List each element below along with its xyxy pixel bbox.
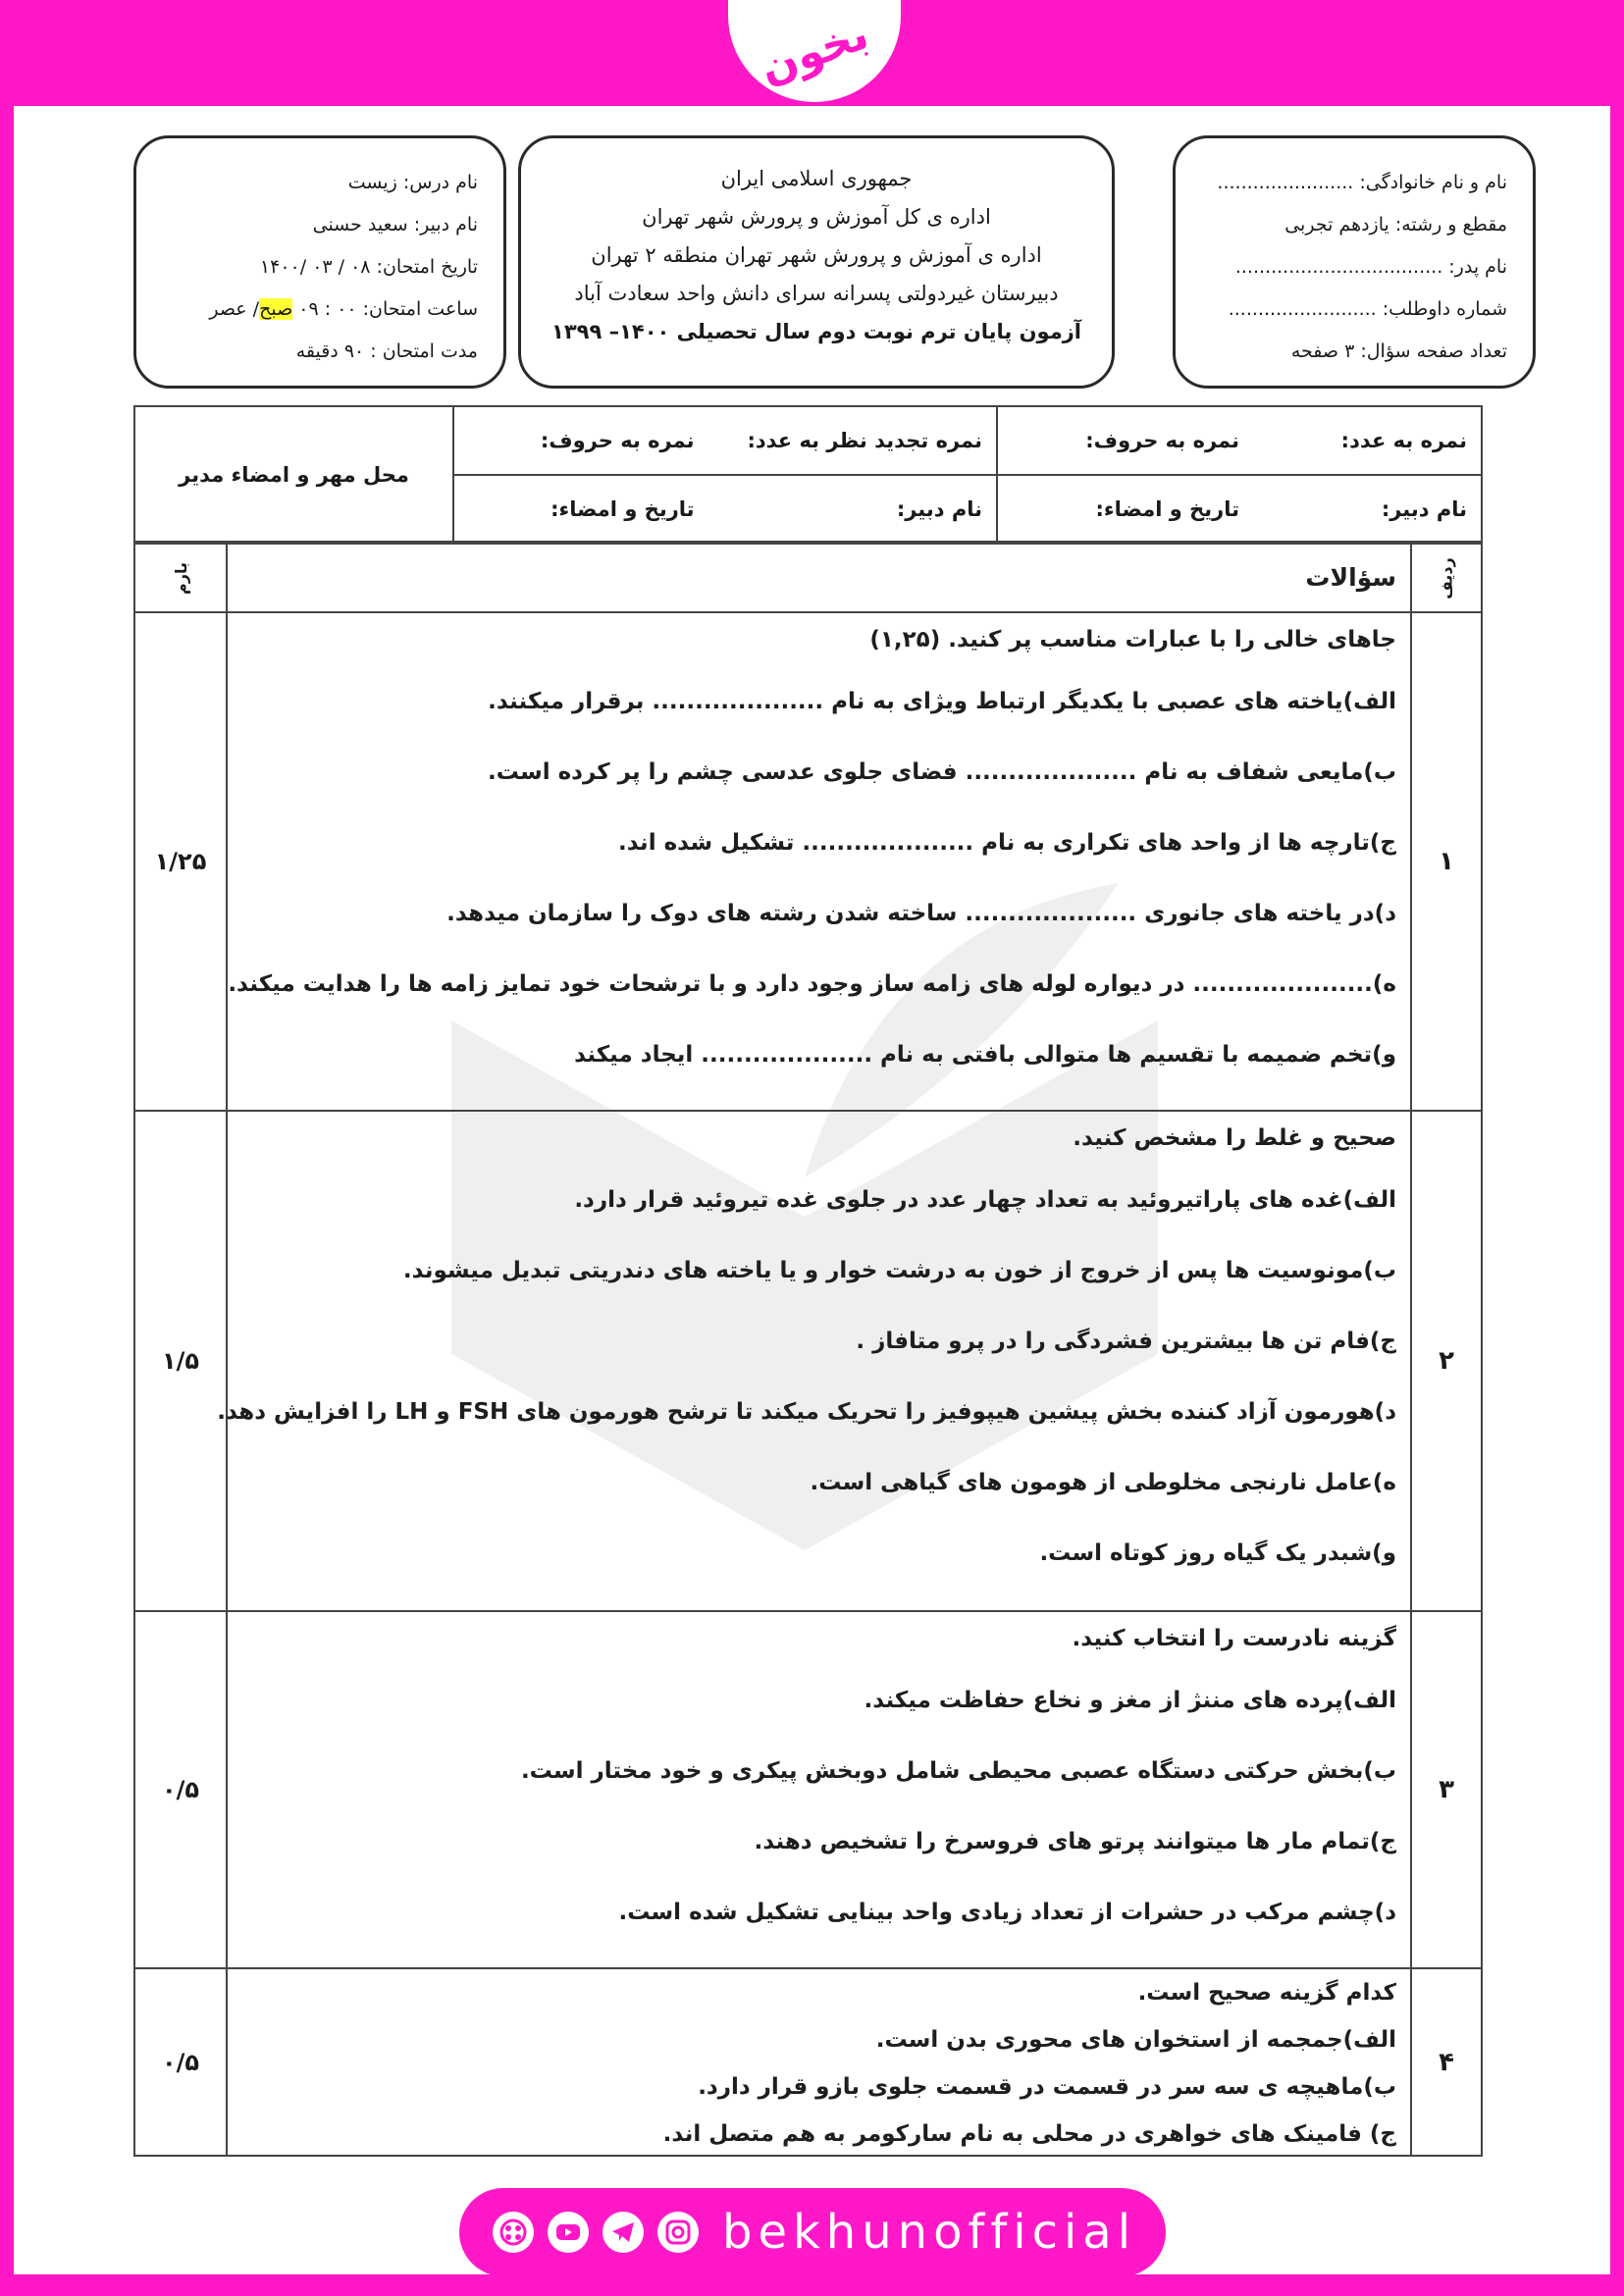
question-item: ج)تمام مار ها میتوانند پرتو های فروسرخ را تشخیص دهند.	[754, 1829, 1396, 1854]
question-title: گزینه نادرست را انتخاب کنید.	[1072, 1626, 1396, 1651]
principal-stamp-cell	[135, 407, 452, 543]
question-title: جاهای خالی را با عبارات مناسب پر کنید. (۱,۲۵)	[869, 627, 1396, 652]
exam-time	[162, 288, 478, 331]
question-title: صحیح و غلط را مشخص کنید.	[1073, 1125, 1396, 1151]
teacher-label-2: نام دبیر:	[896, 497, 982, 521]
course-name: نام درس: زیست	[347, 172, 478, 193]
question-title: کدام گزینه صحیح است.	[1137, 1980, 1396, 2006]
father-name-field[interactable]: نام پدر: ...................................	[1234, 256, 1507, 278]
question-item: ب)بخش حرکتی دستگاه عصبی محیطی شامل دوبخش پیکری و خود مختار است.	[520, 1758, 1396, 1784]
question-3	[231, 1612, 1408, 1948]
footer-handle[interactable]: bekhunofficial	[722, 2205, 1137, 2260]
general-office-line: اداره ی کل آموزش و پرورش شهر تهران	[642, 205, 991, 229]
question-item: د)هورمون آزاد کننده بخش پیشین هیپوفیز را تحریک میکند تا ترشح هورمون های FSH و LH را افزایش دهد.	[217, 1399, 1396, 1425]
page-count: تعداد صفحه سؤال: ۳ صفحه	[1290, 340, 1507, 362]
question-number: ۴	[1439, 2048, 1454, 2077]
question-score: ۰/۵	[161, 2049, 200, 2076]
exam-time-value: ساعت امتحان: ۰۰ : ۰۹	[292, 298, 478, 320]
score-words-label: نمره به حروف:	[1085, 429, 1239, 452]
student-name-field[interactable]: نام و نام خانوادگی: .......................	[1217, 172, 1507, 193]
question-item: ه)..................... در دیواره لوله های زامه ساز وجود دارد و با ترشحات خود تمایز زامه ها را هدایت میکند.	[228, 971, 1396, 997]
question-1	[228, 613, 1408, 1090]
questions-header: سؤالات	[1305, 563, 1396, 592]
logo-text: بخون	[754, 8, 875, 94]
question-score: ۰/۵	[161, 1776, 200, 1803]
question-item: ب)ماهیچه ی سه سر در قسمت در قسمت جلوی بازو قرار دارد.	[698, 2074, 1396, 2100]
aparat-icon[interactable]	[493, 2212, 534, 2253]
question-score: ۱/۲۵	[154, 848, 207, 875]
principal-stamp-label: محل مهر و امضاء مدیر	[179, 463, 409, 487]
exam-duration: مدت امتحان : ۹۰ دقیقه	[295, 340, 478, 362]
question-number: ۳	[1439, 1775, 1454, 1804]
teacher-sign-cell-1[interactable]	[996, 476, 1481, 543]
score-number-label: نمره به عدد:	[1340, 429, 1467, 452]
review-number-label: نمره تجدید نظر به عدد:	[747, 429, 982, 452]
questions-table	[133, 543, 1483, 2157]
row-header: ردیف	[1437, 556, 1456, 600]
teacher-label-1: نام دبیر:	[1381, 497, 1467, 521]
exam-info-box	[133, 135, 506, 389]
sign-label-2: تاریخ و امضاء:	[550, 497, 695, 521]
question-item: ب)مایعی شفاف به نام .................... فضای جلوی عدسی چشم را پر کرده است.	[488, 759, 1396, 785]
score-number-cell[interactable]	[996, 407, 1481, 476]
question-item: و)تخم ضمیمه با تقسیم ها متوالی بافتی به نام .................... ایجاد میکند	[574, 1042, 1396, 1068]
question-item: الف)غده های پاراتیروئید به تعداد چهار عدد در جلوی غده تیروئید قرار دارد.	[574, 1187, 1396, 1213]
student-info-box	[1173, 135, 1536, 389]
district-office-line: اداره ی آموزش و پرورش شهر تهران منطقه ۲ تهران	[591, 243, 1042, 267]
exam-time-suffix: / عصر	[209, 298, 260, 320]
question-number: ۲	[1439, 1346, 1454, 1376]
question-item: و)شبدر یک گیاه روز کوتاه است.	[1039, 1540, 1396, 1566]
question-item: ه)عامل نارنجی مخلوطی از هومون های گیاهی است.	[810, 1470, 1396, 1495]
telegram-icon[interactable]	[602, 2212, 644, 2253]
question-item: الف)پرده های مننژ از مغز و نخاع حفاظت میکند.	[864, 1688, 1396, 1713]
question-score: ۱/۵	[161, 1347, 200, 1375]
question-item: الف)یاخته های عصبی با یکدیگر ارتباط ویژای به نام .................... برقرار میکنند.	[488, 689, 1396, 714]
review-score-cell[interactable]	[452, 407, 996, 476]
question-item: ج) فامینک های خواهری در محلی به نام سارکومر به هم متصل اند.	[662, 2121, 1396, 2147]
question-item: د)چشم مرکب در حشرات از تعداد زیادی واحد بینایی تشکیل شده است.	[618, 1900, 1396, 1925]
question-item: ج)فام تن ها بیشترین فشردگی را در پرو متافاز .	[856, 1329, 1396, 1354]
question-number: ۱	[1439, 847, 1454, 876]
teacher-sign-cell-2[interactable]	[452, 476, 996, 543]
sign-label-1: تاریخ و امضاء:	[1095, 497, 1239, 521]
candidate-number-field[interactable]: شماره داوطلب: .........................	[1228, 298, 1507, 320]
column-divider	[226, 545, 228, 2155]
question-4	[231, 1969, 1408, 2158]
instagram-icon[interactable]	[657, 2212, 699, 2253]
teacher-name: نام دبیر: سعید حسنی	[312, 214, 478, 235]
score-header: بارم	[171, 561, 190, 595]
question-item: الف)جمجمه از استخوان های محوری بدن است.	[875, 2027, 1396, 2053]
youtube-icon[interactable]	[548, 2212, 589, 2253]
grading-table	[133, 405, 1483, 543]
question-item: ج)تارچه ها از واحد های تکراری به نام .................... تشکیل شده اند.	[618, 830, 1396, 856]
exam-time-highlight: صبح	[259, 298, 293, 320]
exam-title-line: آزمون پایان ترم نوبت دوم سال تحصیلی ۱۴۰۰– ۱۳۹۹	[551, 320, 1081, 343]
school-info-box	[518, 135, 1115, 389]
question-2	[217, 1112, 1408, 1589]
question-item: د)در یاخته های جانوری .................... ساخته شدن رشته های دوک را سازمان میدهد.	[446, 901, 1396, 926]
footer-social-bar	[459, 2188, 1166, 2276]
grade-field: مقطع و رشته: یازدهم تجربی	[1284, 214, 1507, 235]
question-item: ب)مونوسیت ها پس از خروج از خون به درشت خوار و یا یاخته های دندریتی تبدیل میشوند.	[402, 1258, 1396, 1283]
country-line: جمهوری اسلامی ایران	[720, 167, 913, 190]
school-name-line: دبیرستان غیردولتی پسرانه سرای دانش واحد سعادت آباد	[574, 282, 1059, 305]
review-words-label: نمره به حروف:	[540, 429, 695, 452]
exam-date: تاریخ امتحان: ۰۸ / ۰۳ /۱۴۰۰	[259, 256, 478, 278]
